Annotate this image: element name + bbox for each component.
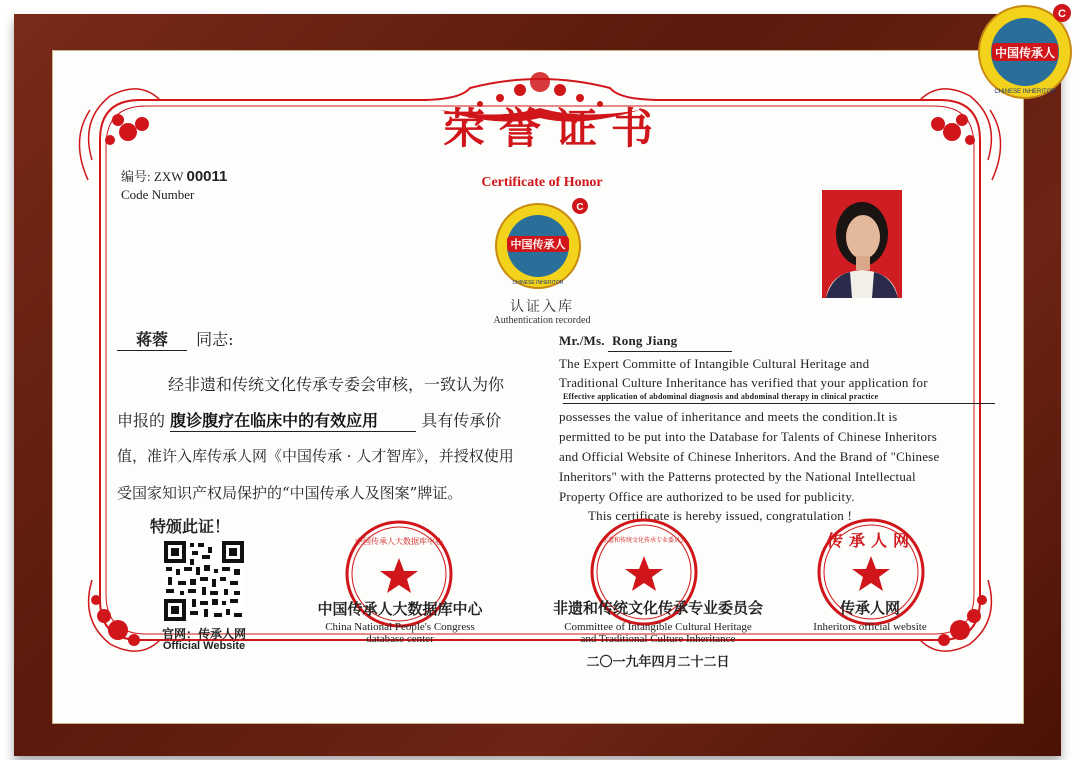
recipient-name-cn: 蒋蓉 bbox=[117, 327, 187, 351]
code-label-en: Code Number bbox=[121, 187, 195, 202]
comrade-label: 同志: bbox=[196, 330, 234, 349]
svg-text:非遗和传统文化传承专业委员会: 非遗和传统文化传承专业委员会 bbox=[601, 537, 687, 544]
flower-bottom-right bbox=[938, 595, 987, 646]
org2-name-en bbox=[520, 621, 796, 645]
issue-date: 二〇一九年四月二十二日 bbox=[586, 655, 730, 670]
org2-name-en-line2: and Traditional Culture Inheritance bbox=[580, 633, 736, 645]
org1-name-cn: 中国传承人大数据库中心 bbox=[317, 600, 483, 618]
svg-text:中国传承人: 中国传承人 bbox=[994, 46, 1056, 60]
en-line-7: Property Office are authorized to be used for publicity. bbox=[559, 489, 855, 504]
cn-line-2-b: 具有传承价 bbox=[421, 411, 502, 430]
recipient-name-en: Rong Jiang bbox=[608, 331, 732, 352]
org2-name-cn: 非遗和传统文化传承专业委员会 bbox=[552, 599, 763, 617]
en-line-8: This certificate is hereby issued, congratulation ! bbox=[588, 508, 852, 523]
qr-code[interactable] bbox=[164, 541, 244, 621]
svg-text:CHINESE INHERITOR: CHINESE INHERITOR bbox=[512, 280, 564, 286]
cn-line-1: 经非遗和传统文化传承专委会审核，一致认为你 bbox=[168, 375, 505, 394]
en-project-title: Effective application of abdominal diagnosis and abdominal therapy in clinical practice bbox=[563, 391, 995, 404]
center-badge-logo bbox=[490, 196, 594, 292]
org3-name-cn: 传承人网 bbox=[839, 599, 900, 617]
en-line-2: Traditional Culture Inheritance has verified that your application for bbox=[559, 375, 928, 390]
svg-text:C: C bbox=[1058, 8, 1066, 20]
cn-special-issue: 特颁此证！ bbox=[150, 517, 231, 536]
website-cn: 官网：传承人网 bbox=[161, 627, 246, 641]
cn-line-4: 受国家知识产权局保护的“中国传承人及图案”牌证。 bbox=[117, 484, 463, 502]
org2-name-en-line1: Committee of Intangible Cultural Heritage bbox=[564, 621, 752, 633]
auth-cn: 认证入库 bbox=[510, 299, 574, 315]
svg-text:传承人网: 传承人网 bbox=[826, 531, 916, 550]
cn-project-title: 腹诊腹疗在临床中的有效应用 bbox=[170, 408, 416, 432]
en-line-6: Inheritors" with the Patterns protected by the National Intellectual bbox=[559, 469, 916, 484]
auth-en: Authentication recorded bbox=[493, 315, 591, 326]
org3-name-en: Inheritors official website bbox=[813, 621, 927, 633]
code-prefix: ZXW bbox=[153, 169, 184, 184]
org1-name-en-line2: database center bbox=[366, 633, 434, 645]
flower-top-left bbox=[105, 114, 149, 145]
en-line-1: The Expert Committe of Intangible Cultural Heritage and bbox=[559, 356, 870, 371]
recipient-photo bbox=[822, 190, 902, 298]
mr-ms-label: Mr./Ms. bbox=[559, 333, 605, 348]
code-label-cn: 编号: bbox=[121, 169, 151, 184]
title-cn: 荣誉证书 bbox=[442, 104, 667, 153]
svg-text:中国传承人: 中国传承人 bbox=[510, 238, 566, 251]
recipient-line-cn bbox=[117, 327, 234, 351]
en-line-4: permitted to be put into the Database for Talents of Chinese Inheritors bbox=[559, 429, 938, 444]
cn-line-2-a: 申报的 bbox=[117, 411, 166, 430]
cn-line-2 bbox=[117, 408, 501, 432]
en-line-3: possesses the value of inheritance and meets the condition.It is bbox=[559, 409, 898, 424]
top-right-badge-logo bbox=[976, 3, 1074, 101]
recipient-line-en bbox=[559, 331, 999, 352]
portrait-image bbox=[822, 190, 902, 298]
org1-name-en-line1: China National People's Congress bbox=[325, 621, 475, 633]
cn-line-3: 值，准许入库传承人网《中国传承 · 人才智库》，并授权使用 bbox=[117, 447, 514, 465]
flower-top-right bbox=[931, 114, 975, 145]
code-number: 00011 bbox=[186, 168, 228, 185]
en-line-5: and Official Website of Chinese Inheritors. And the Brand of "Chinese bbox=[559, 449, 940, 464]
svg-text:CHINESE INHERITOR: CHINESE INHERITOR bbox=[994, 89, 1056, 95]
org1-name-en bbox=[290, 621, 510, 645]
website-en: Official Website bbox=[162, 640, 246, 652]
code-number-block bbox=[121, 168, 227, 204]
svg-text:C: C bbox=[576, 202, 584, 213]
flower-bottom-left bbox=[91, 595, 140, 646]
title-en: Certificate of Honor bbox=[481, 175, 603, 190]
svg-text:中国传承人大数据库中心: 中国传承人大数据库中心 bbox=[355, 537, 443, 546]
